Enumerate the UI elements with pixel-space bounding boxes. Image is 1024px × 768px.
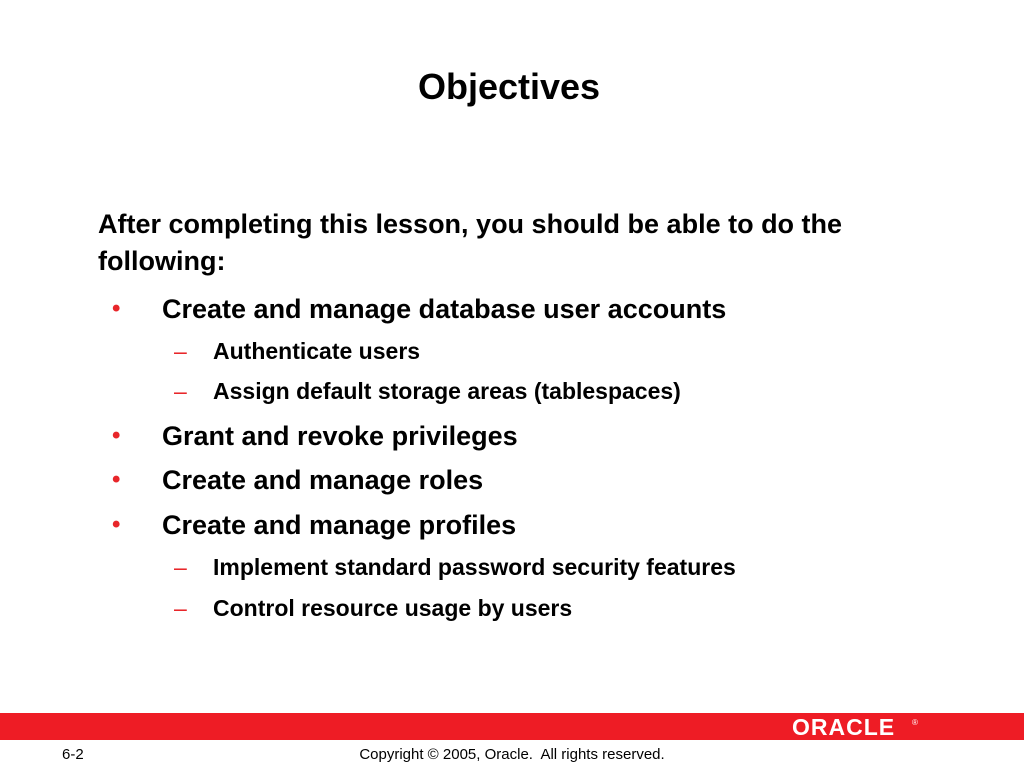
- dash-icon: –: [174, 378, 187, 404]
- bullet-icon: •: [112, 511, 121, 538]
- bullet-icon: •: [112, 466, 121, 493]
- dash-icon: –: [174, 338, 187, 364]
- intro-text: After completing this lesson, you should be able to do the following:: [98, 209, 843, 276]
- sub-list-item-text: Implement standard password security features: [213, 554, 736, 580]
- sub-list-item-text: Authenticate users: [213, 338, 421, 364]
- slide-title: Objectives: [417, 66, 601, 107]
- bullet-icon: •: [112, 422, 121, 449]
- list-item-text: Create and manage database user accounts: [162, 294, 727, 324]
- list-item-text: Grant and revoke privileges: [162, 421, 518, 451]
- list-item-text: Create and manage roles: [162, 465, 484, 495]
- list-item-text: Create and manage profiles: [162, 510, 517, 540]
- copyright-text: Copyright © 2005, Oracle. All rights reserved.: [359, 746, 665, 763]
- oracle-logo: ORACLE: [792, 714, 896, 740]
- sub-list-item-text: Control resource usage by users: [213, 595, 573, 621]
- bullet-icon: •: [112, 295, 121, 322]
- registered-mark: ®: [912, 718, 918, 727]
- sub-list-item-text: Assign default storage areas (tablespaces): [213, 378, 681, 404]
- dash-icon: –: [174, 595, 187, 621]
- page-number: 6-2: [62, 746, 84, 763]
- dash-icon: –: [174, 554, 187, 580]
